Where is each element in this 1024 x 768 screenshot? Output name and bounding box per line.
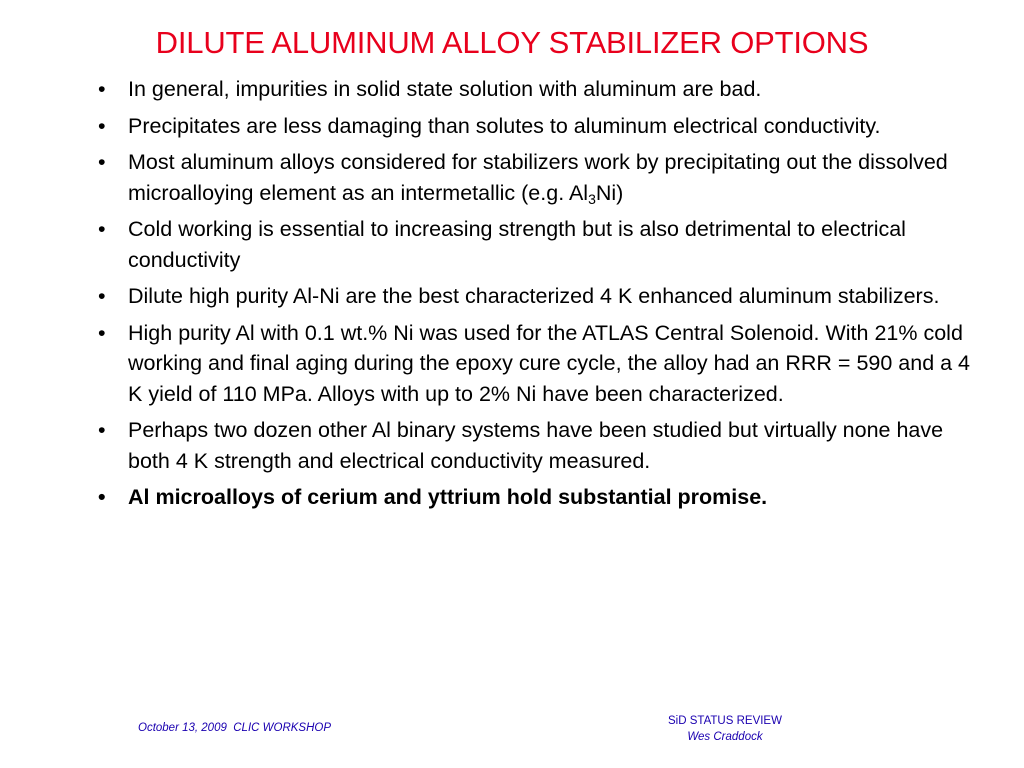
bullet-icon: • [98,320,106,345]
footer-review-block [620,713,830,745]
subscript: 3 [588,190,596,207]
bullet-text: Precipitates are less damaging than solutes to aluminum electrical conductivity. [128,113,881,138]
bullet-icon: • [98,418,106,442]
bullet-text: High purity Al with 0.1 wt.% Ni was used for the ATLAS Central Solenoid. With 21% cold working and final aging during the epoxy cure cycle, the alloy had an RRR = 590 and a 4 K yield of 110 MPa. Alloys with up to 2% Ni have been characterized. [128,320,971,406]
bullet-item [96,415,986,476]
bullet-icon: • [98,284,106,308]
bullet-text: Perhaps two dozen other Al binary systems have been studied but virtually none have both 4 K strength and electrical conductivity measured. [128,418,944,473]
bullet-icon: • [98,77,106,101]
bullet-text-part: Ni) [595,180,624,205]
bullet-icon: • [98,150,106,174]
bullet-text-part: Most aluminum alloys considered for stabilizers work by precipitating out the dissolved microalloying element as an intermetallic (e.g. Al [128,150,948,205]
bullet-item [96,147,986,208]
bullet-item [96,281,986,312]
bullet-item [96,74,986,105]
bullet-icon: • [98,485,106,509]
bullet-text: Cold working is essential to increasing strength but is also detrimental to electrical conductivity [128,217,906,272]
bullet-item [96,214,986,275]
bullet-item [96,111,986,142]
slide-title: DILUTE ALUMINUM ALLOY STABILIZER OPTIONS [155,25,869,60]
bullet-text: In general, impurities in solid state solution with aluminum are bad. [128,77,762,101]
bullet-item-bold [96,482,986,513]
bullet-icon: • [98,113,106,138]
bullet-icon: • [98,217,106,241]
bullet-item [96,318,986,410]
bullet-list [96,74,986,519]
footer-author: Wes Craddock [687,731,763,743]
bullet-text [128,150,948,205]
footer-review-title: SiD STATUS REVIEW [668,715,782,727]
bullet-text: Dilute high purity Al-Ni are the best characterized 4 K enhanced aluminum stabilizers. [128,284,940,308]
bullet-text: Al microalloys of cerium and yttrium hold substantial promise. [128,485,768,509]
footer-date-event: October 13, 2009 CLIC WORKSHOP [138,722,332,734]
